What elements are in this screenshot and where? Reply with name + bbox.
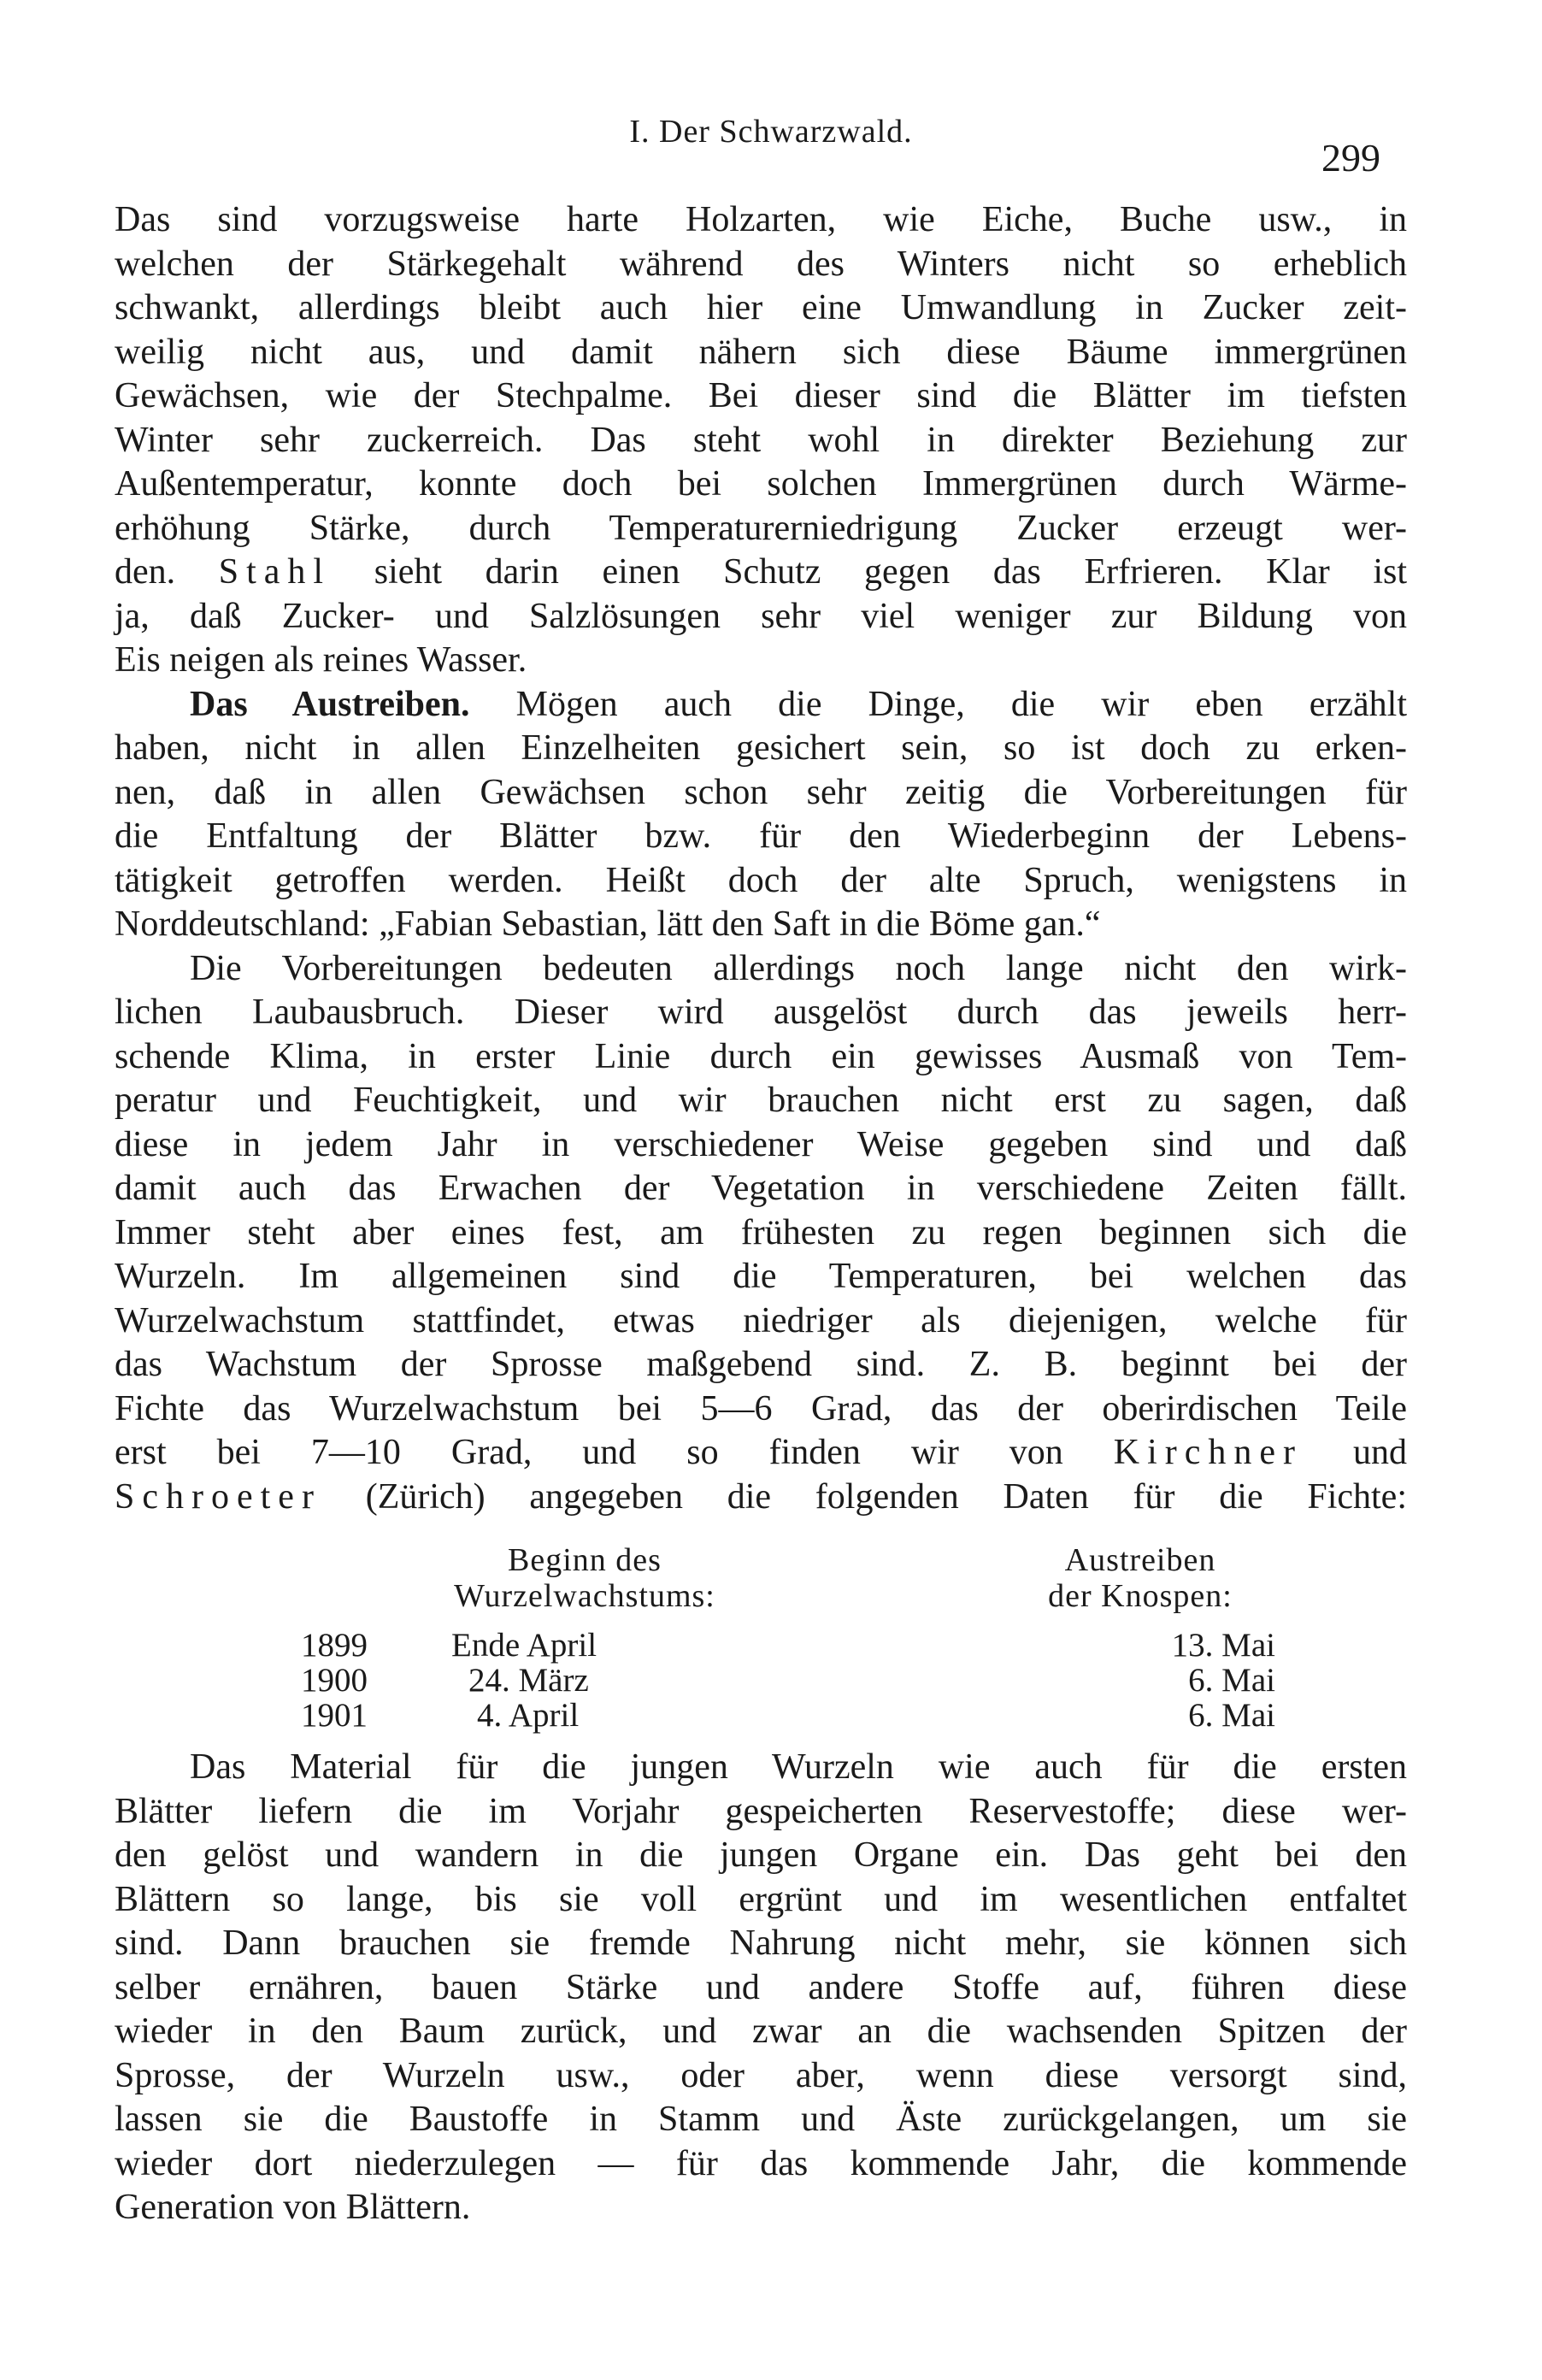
- text-line: sind. Dann brauchen sie fremde Nahrung nicht mehr, sie können sich: [115, 1923, 1407, 1963]
- text-line: peratur und Feuchtigkeit, und wir brauchen nicht erst zu sagen, daß: [115, 1081, 1407, 1120]
- main-text: [115, 198, 1407, 1519]
- text-line: schende Klima, in erster Linie durch ein gewisses Ausmaß von Tem-: [115, 1036, 1407, 1076]
- text-line: Sprosse, der Wurzeln usw., oder aber, wenn diese versorgt sind,: [115, 2055, 1407, 2095]
- text-line: [115, 551, 1407, 595]
- page-number: 299: [1321, 136, 1380, 180]
- text-line: Blätter liefern die im Vorjahr gespeicherten Reservestoffe; diese wer-: [115, 1791, 1407, 1831]
- column-header-root-growth: Beginn des Wurzelwachstums:: [454, 1542, 715, 1614]
- text-line: haben, nicht in allen Einzelheiten gesichert sein, so ist doch zu erken-: [115, 728, 1407, 768]
- table-cell-root: Ende April: [451, 1627, 597, 1664]
- text-line: Wurzeln. Im allgemeinen sind die Temperaturen, bei welchen das: [115, 1257, 1407, 1296]
- text-line: nen, daß in allen Gewächsen schon sehr zeitig die Vorbereitungen für: [115, 772, 1407, 812]
- text-line: den gelöst und wandern in die jungen Organe ein. Das geht bei den: [115, 1835, 1407, 1875]
- table-cell-year: 1901: [301, 1697, 368, 1734]
- text-line: Winter sehr zuckerreich. Das steht wohl in direkter Beziehung zur: [115, 420, 1407, 460]
- author-name-kirchner: Kirchner: [1113, 1433, 1304, 1472]
- text-line: tätigkeit getroffen werden. Heißt doch der alte Spruch, wenigstens in: [115, 860, 1407, 900]
- text-line: Das sind vorzugsweise harte Holzarten, wie Eiche, Buche usw., in: [115, 200, 1407, 239]
- main-text-continued: [115, 1746, 1407, 2230]
- text-line: Blättern so lange, bis sie voll ergrünt und im wesentlichen entfaltet: [115, 1879, 1407, 1919]
- text-line: welchen der Stärkegehalt während des Winters nicht so erheblich: [115, 244, 1407, 284]
- text-fragment: und: [1353, 1433, 1407, 1472]
- table-cell-buds: 6. Mai: [1188, 1697, 1275, 1734]
- running-title: I. Der Schwarzwald.: [629, 114, 913, 150]
- text-line: Norddeutschland: „Fabian Sebastian, lätt den Saft in die Böme gan.“: [115, 904, 1101, 944]
- text-line: Fichte das Wurzelwachstum bei 5—6 Grad, das der oberirdischen Teile: [115, 1388, 1407, 1429]
- text-line: [115, 1476, 1407, 1520]
- table-cell-root: 24. März: [468, 1662, 589, 1699]
- text-line: Gewächsen, wie der Stechpalme. Bei dieser sind die Blätter im tiefsten: [115, 376, 1407, 415]
- text-fragment: erst bei 7—10 Grad, und so finden wir von: [115, 1433, 1063, 1472]
- text-line: Immer steht aber eines fest, am frühesten zu regen beginnen sich die: [115, 1212, 1407, 1252]
- text-line: lichen Laubausbruch. Dieser wird ausgelöst durch das jeweils herr-: [115, 993, 1407, 1032]
- text-line: das Wachstum der Sprosse maßgebend sind. Z. B. beginnt bei der: [115, 1345, 1407, 1384]
- text-line: erhöhung Stärke, durch Temperaturerniedrigung Zucker erzeugt wer-: [115, 508, 1407, 548]
- section-heading: Das Austreiben.: [190, 684, 470, 724]
- text-line: diese in jedem Jahr in verschiedener Weise gegeben sind und daß: [115, 1124, 1407, 1164]
- table-cell-year: 1900: [301, 1662, 368, 1699]
- text-fragment: sieht darin einen Schutz gegen das Erfrieren. Klar ist: [374, 552, 1408, 592]
- table-cell-buds: 6. Mai: [1188, 1662, 1275, 1699]
- text-line: die Entfaltung der Blätter bzw. für den Wiederbeginn der Lebens-: [115, 816, 1407, 856]
- column-header-bud-break: Austreiben der Knospen:: [1048, 1542, 1233, 1614]
- table-cell-buds: 13. Mai: [1171, 1627, 1275, 1664]
- author-name-stahl: Stahl: [218, 552, 332, 592]
- text-fragment: den.: [115, 552, 176, 592]
- text-line: Außentemperatur, konnte doch bei solchen Immergrünen durch Wärme-: [115, 464, 1407, 504]
- text-fragment: Mögen auch die Dinge, die wir eben erzählt: [515, 684, 1408, 724]
- text-line: Die Vorbereitungen bedeuten allerdings noch lange nicht den wirk-: [190, 948, 1407, 988]
- text-line: [115, 1431, 1407, 1476]
- text-line: selber ernähren, bauen Stärke und andere Stoffe auf, führen diese: [115, 1967, 1407, 2007]
- table-cell-root: 4. April: [477, 1697, 580, 1734]
- text-line: ja, daß Zucker- und Salzlösungen sehr viel weniger zur Bildung von: [115, 596, 1407, 636]
- author-name-schroeter: Schroeter: [115, 1476, 321, 1517]
- table-row: [115, 1661, 1407, 1699]
- text-line: wieder in den Baum zurück, und zwar an die wachsenden Spitzen der: [115, 2012, 1407, 2051]
- text-line: lassen sie die Baustoffe in Stamm und Äste zurückgelangen, um sie: [115, 2100, 1407, 2139]
- text-line: Generation von Blättern.: [115, 2188, 471, 2227]
- text-line: [115, 683, 1407, 728]
- text-fragment: (Zürich) angegeben die folgenden Daten für die Fichte:: [365, 1476, 1407, 1517]
- table-row: [115, 1626, 1407, 1664]
- table-cell-year: 1899: [301, 1627, 368, 1664]
- text-line: weilig nicht aus, und damit nähern sich diese Bäume immergrünen: [115, 332, 1407, 372]
- text-line: damit auch das Erwachen der Vegetation in verschiedene Zeiten fällt.: [115, 1169, 1407, 1208]
- text-line: Das Material für die jungen Wurzeln wie auch für die ersten: [190, 1747, 1407, 1787]
- table-header: [115, 1542, 1407, 1626]
- text-line: schwankt, allerdings bleibt auch hier eine Umwandlung in Zucker zeit-: [115, 288, 1407, 327]
- text-line: Eis neigen als reines Wasser.: [115, 640, 527, 680]
- text-line: wieder dort niederzulegen — für das kommende Jahr, die kommende: [115, 2143, 1407, 2183]
- text-line: Wurzelwachstum stattfindet, etwas niedriger als diejenigen, welche für: [115, 1300, 1407, 1340]
- table-row: [115, 1696, 1407, 1734]
- data-table: [115, 1542, 1407, 1734]
